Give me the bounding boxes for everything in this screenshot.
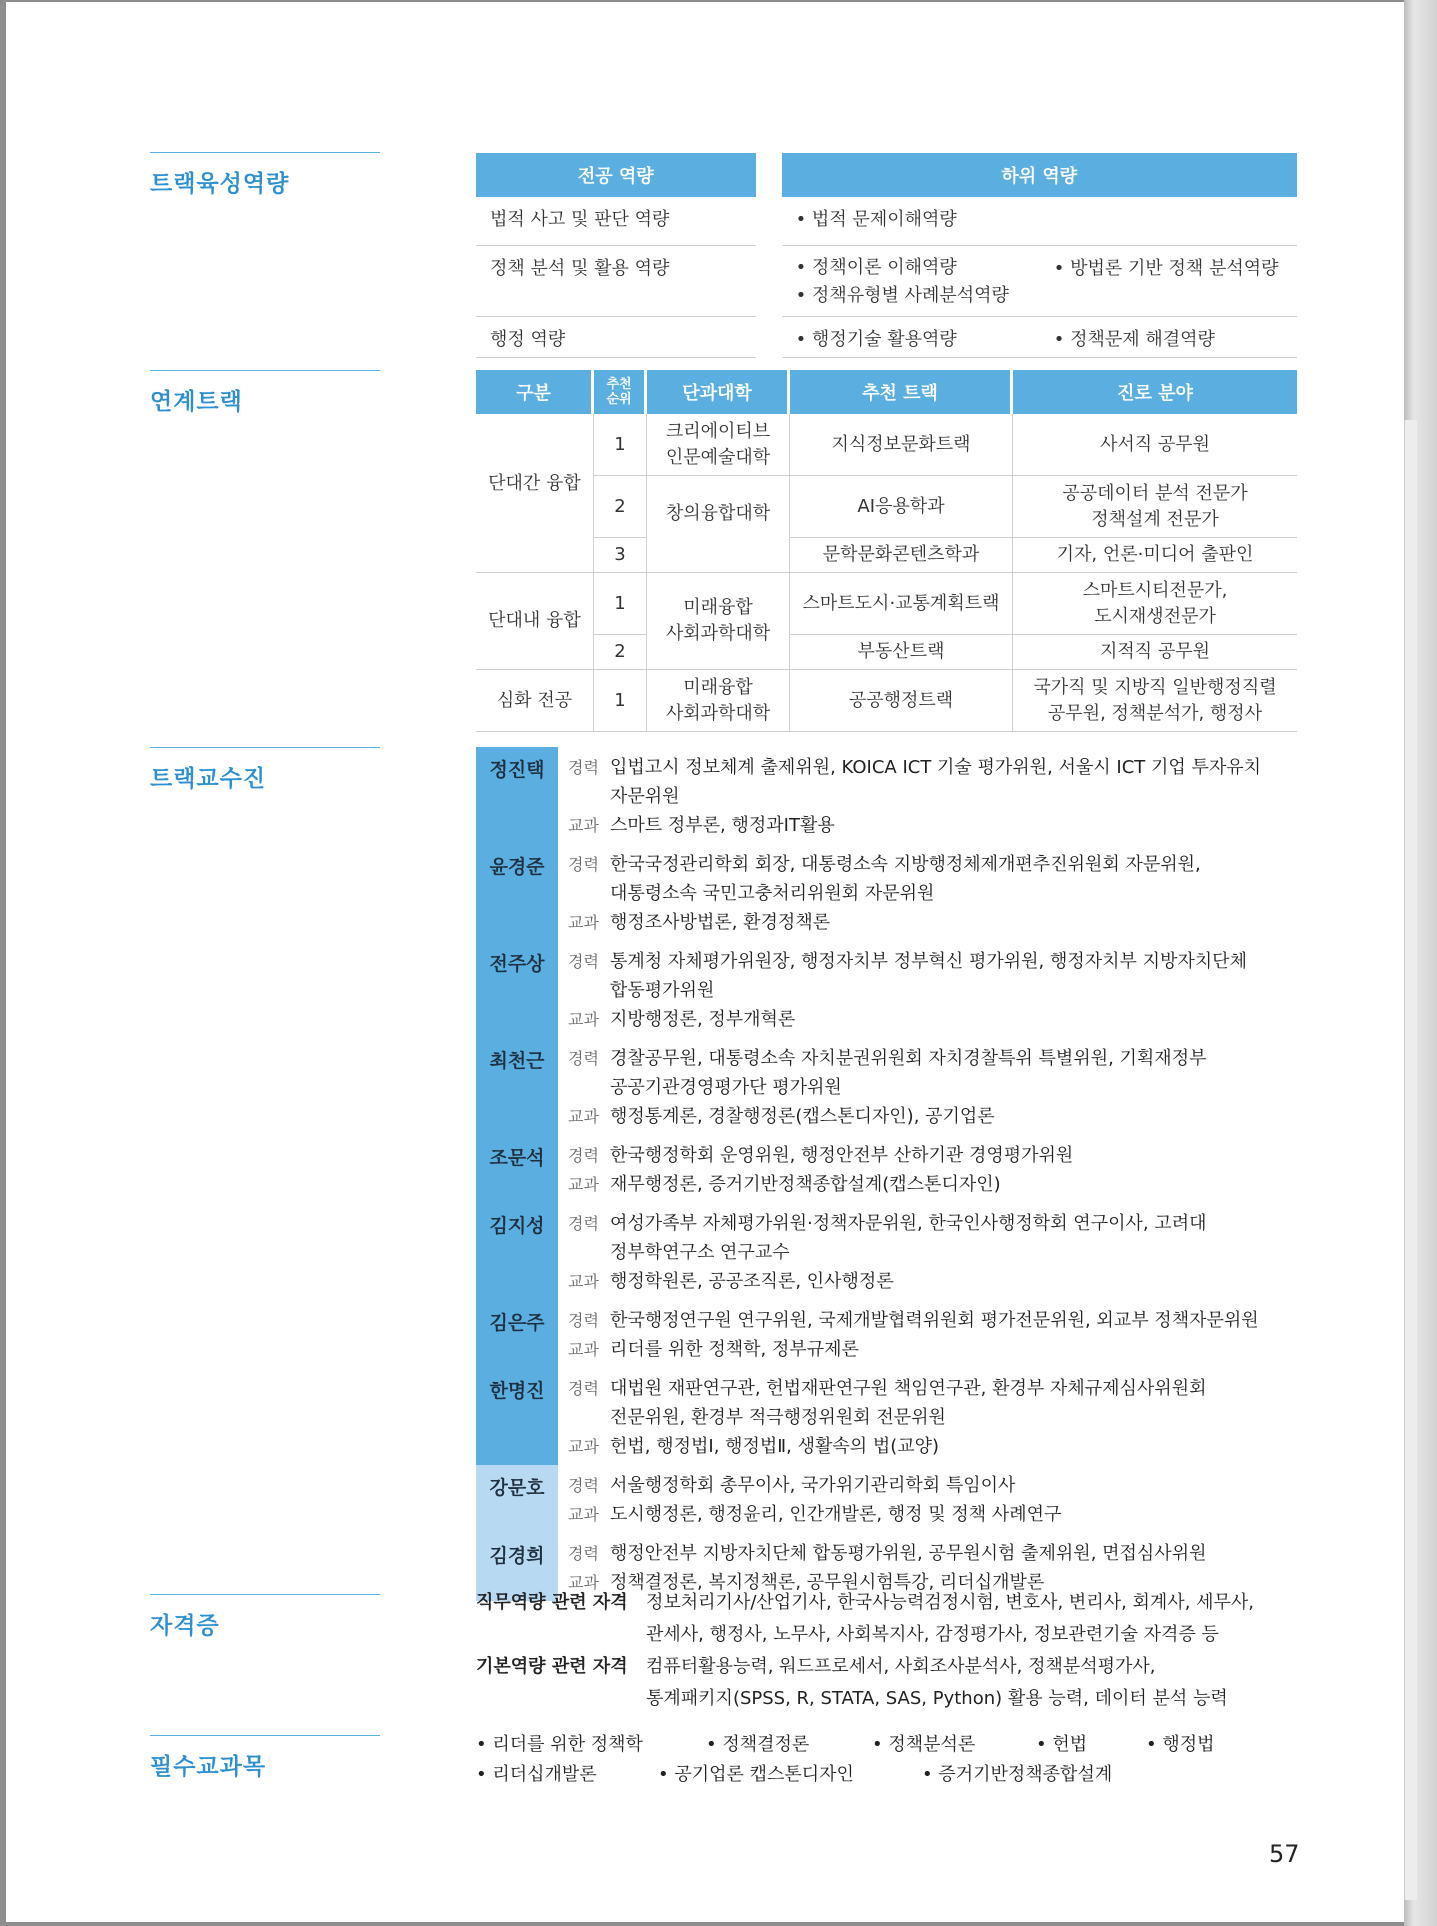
- section-title-required-courses: 필수교과목: [150, 1735, 380, 1781]
- section-title-capability: 트랙육성역량: [150, 152, 380, 198]
- course-label: 교과: [568, 1175, 599, 1194]
- certificate-text: 관세사, 행정사, 노무사, 사회복지사, 감정평가사, 정보관련기술 자격증 등: [646, 1624, 1219, 1645]
- career-label: 경력: [568, 1311, 599, 1330]
- career-text: 정부학연구소 연구교수: [610, 1242, 790, 1263]
- section-title-linked-track: 연계트랙: [150, 370, 380, 416]
- professor-name: 강문호: [476, 1465, 558, 1533]
- career-text: 서울행정학회 총무이사, 국가위기관리학회 특임이사: [610, 1475, 1016, 1496]
- capability-table: [476, 153, 1297, 358]
- course-text: 스마트 정부론, 행정과IT활용: [610, 815, 835, 836]
- major-capability: 정책 분석 및 활용 역량: [476, 246, 756, 317]
- professor-name: 전주상: [476, 941, 558, 1038]
- career-text: 여성가족부 자체평가위원·정책자문위원, 한국인사행정학회 연구이사, 고려대: [610, 1213, 1207, 1234]
- major-capability: 법적 사고 및 판단 역량: [476, 197, 756, 246]
- college-cell: 미래융합 사회과학대학: [647, 670, 790, 732]
- career-text: 행정안전부 지방자치단체 합동평가위원, 공무원시험 출제위원, 면접심사위원: [610, 1543, 1207, 1564]
- sub-capability: • 법적 문제이해역량: [782, 197, 1297, 246]
- professor-name: 김경희: [476, 1533, 558, 1601]
- header-category: 구분: [476, 370, 594, 414]
- course-label: 교과: [568, 1437, 599, 1456]
- professor-name: 조문석: [476, 1135, 558, 1203]
- professor-name: 윤경준: [476, 844, 558, 941]
- sub-capability: • 정책이론 이해역량: [795, 257, 957, 278]
- college-cell: 미래융합 사회과학대학: [647, 573, 790, 670]
- professor-list: [476, 747, 1301, 1601]
- track-cell: 부동산트랙: [790, 635, 1013, 670]
- section-title-certificate: 자격증: [150, 1594, 380, 1640]
- major-capability: 행정 역량: [476, 317, 756, 358]
- professor-entry: [476, 1465, 1301, 1533]
- career-text: 한국국정관리학회 회장, 대통령소속 지방행정체제개편추진위원회 자문위원,: [610, 854, 1201, 875]
- course-text: 헌법, 행정법Ⅰ, 행정법Ⅱ, 생활속의 법(교양): [610, 1436, 940, 1457]
- career-label: 경력: [568, 1544, 599, 1563]
- career-label: 경력: [568, 952, 599, 971]
- sub-capability: • 방법론 기반 정책 분석역량: [1040, 246, 1297, 317]
- professor-entry: [476, 747, 1301, 844]
- career-cell: 공공데이터 분석 전문가 정책설계 전문가: [1013, 476, 1297, 538]
- rank-cell: 1: [594, 670, 647, 732]
- course-label: 교과: [568, 1107, 599, 1126]
- track-cell: AI응용학과: [790, 476, 1013, 538]
- professor-entry: [476, 1368, 1301, 1465]
- section-title-professors: 트랙교수진: [150, 747, 380, 793]
- course-label: 교과: [568, 1340, 599, 1359]
- certificate-label: 기본역량 관련 자격: [476, 1656, 628, 1677]
- career-cell: 스마트시티전문가, 도시재생전문가: [1013, 573, 1297, 635]
- career-label: 경력: [568, 1379, 599, 1398]
- course-text: 행정조사방법론, 환경정책론: [610, 912, 831, 933]
- rank-cell: 2: [594, 476, 647, 538]
- category-cell: 단대내 융합: [476, 573, 594, 670]
- certificate-row: [476, 1651, 1306, 1715]
- career-label: 경력: [568, 1214, 599, 1233]
- document-page: [6, 2, 1404, 1922]
- certificate-list: [476, 1587, 1306, 1715]
- sub-capability: • 정책문제 해결역량: [1040, 317, 1297, 358]
- track-cell: 지식정보문화트랙: [790, 414, 1013, 476]
- required-course-item: • 행정법: [1146, 1734, 1215, 1755]
- professor-entry: [476, 844, 1301, 941]
- page-edge-inner: [1404, 420, 1417, 1900]
- linked-track-table: [476, 370, 1297, 732]
- required-course-item: • 리더십개발론: [476, 1764, 597, 1785]
- course-text: 재무행정론, 증거기반정책종합설계(캡스톤디자인): [610, 1174, 1001, 1195]
- certificate-text: 통계패키지(SPSS, R, STATA, SAS, Python) 활용 능력, 데이터 분석 능력: [646, 1688, 1228, 1709]
- track-cell: 스마트도시·교통계획트랙: [790, 573, 1013, 635]
- course-label: 교과: [568, 1573, 599, 1592]
- required-course-item: • 정책결정론: [706, 1734, 810, 1755]
- career-text: 자문위원: [610, 786, 680, 807]
- rank-cell: 1: [594, 414, 647, 476]
- header-sub-capability: 하위 역량: [782, 153, 1297, 197]
- professor-entry: [476, 1135, 1301, 1203]
- course-label: 교과: [568, 913, 599, 932]
- career-label: 경력: [568, 1146, 599, 1165]
- header-track: 추천 트랙: [790, 370, 1013, 414]
- course-label: 교과: [568, 816, 599, 835]
- career-text: 통계청 자체평가위원장, 행정자치부 정부혁신 평가위원, 행정자치부 지방자치단체: [610, 951, 1247, 972]
- category-cell: 단대간 융합: [476, 414, 594, 573]
- category-cell: 심화 전공: [476, 670, 594, 732]
- professor-name: 김지성: [476, 1203, 558, 1300]
- career-text: 전문위원, 환경부 적극행정위원회 전문위원: [610, 1407, 946, 1428]
- career-label: 경력: [568, 1476, 599, 1495]
- certificate-text: 정보처리기사/산업기사, 한국사능력검정시험, 변호사, 변리사, 회계사, 세무사,: [646, 1592, 1255, 1613]
- career-cell: 기자, 언론·미디어 출판인: [1013, 538, 1297, 573]
- career-text: 한국행정연구원 연구위원, 국제개발협력위원회 평가전문위원, 외교부 정책자문위원: [610, 1310, 1259, 1331]
- college-cell: 창의융합대학: [647, 476, 790, 573]
- college-cell: 크리에이티브 인문예술대학: [647, 414, 790, 476]
- course-label: 교과: [568, 1272, 599, 1291]
- track-cell: 공공행정트랙: [790, 670, 1013, 732]
- career-label: 경력: [568, 758, 599, 777]
- professor-name: 한명진: [476, 1368, 558, 1465]
- professor-name: 최천근: [476, 1038, 558, 1135]
- course-text: 행정통계론, 경찰행정론(캡스톤디자인), 공기업론: [610, 1106, 995, 1127]
- rank-cell: 2: [594, 635, 647, 670]
- track-cell: 문학문화콘텐츠학과: [790, 538, 1013, 573]
- professor-entry: [476, 1203, 1301, 1300]
- course-text: 행정학원론, 공공조직론, 인사행정론: [610, 1271, 894, 1292]
- required-course-item: • 공기업론 캡스톤디자인: [658, 1764, 854, 1785]
- professor-name: 정진택: [476, 747, 558, 844]
- certificate-text: 컴퓨터활용능력, 워드프로세서, 사회조사분석사, 정책분석평가사,: [646, 1656, 1156, 1677]
- course-text: 지방행정론, 정부개혁론: [610, 1009, 796, 1030]
- career-text: 대통령소속 국민고충처리위원회 자문위원: [610, 883, 935, 904]
- career-text: 한국행정학회 운영위원, 행정안전부 산하기관 경영평가위원: [610, 1145, 1074, 1166]
- career-text: 입법고시 정보체계 출제위원, KOICA ICT 기술 평가위원, 서울시 ICT 기업 투자유치: [610, 757, 1262, 778]
- professor-name: 김은주: [476, 1300, 558, 1368]
- required-course-item: • 헌법: [1036, 1734, 1088, 1755]
- professor-entry: [476, 1038, 1301, 1135]
- career-label: 경력: [568, 1049, 599, 1068]
- course-label: 교과: [568, 1505, 599, 1524]
- page-number: 57: [1269, 1840, 1300, 1868]
- certificate-label: 직무역량 관련 자격: [476, 1592, 628, 1613]
- required-course-item: • 리더를 위한 정책학: [476, 1734, 643, 1755]
- career-cell: 지적직 공무원: [1013, 635, 1297, 670]
- career-cell: 국가직 및 지방직 일반행정직렬 공무원, 정책분석가, 행정사: [1013, 670, 1297, 732]
- rank-cell: 1: [594, 573, 647, 635]
- rank-cell: 3: [594, 538, 647, 573]
- career-text: 공공기관경영평가단 평가위원: [610, 1077, 842, 1098]
- career-text: 대법원 재판연구관, 헌법재판연구원 책임연구관, 환경부 자체규제심사위원회: [610, 1378, 1207, 1399]
- header-major-capability: 전공 역량: [476, 153, 756, 197]
- header-career: 진로 분야: [1013, 370, 1297, 414]
- course-label: 교과: [568, 1010, 599, 1029]
- career-text: 합동평가위원: [610, 980, 715, 1001]
- course-text: 도시행정론, 행정윤리, 인간개발론, 행정 및 정책 사례연구: [610, 1504, 1062, 1525]
- certificate-row: [476, 1587, 1306, 1651]
- professor-entry: [476, 941, 1301, 1038]
- career-cell: 사서직 공무원: [1013, 414, 1297, 476]
- career-label: 경력: [568, 855, 599, 874]
- sub-capability: • 정책유형별 사례분석역량: [795, 285, 1009, 306]
- course-text: 리더를 위한 정책학, 정부규제론: [610, 1339, 859, 1360]
- career-text: 경찰공무원, 대통령소속 자치분권위원회 자치경찰특위 특별위원, 기획재정부: [610, 1048, 1207, 1069]
- professor-entry: [476, 1300, 1301, 1368]
- header-college: 단과대학: [647, 370, 790, 414]
- course-text: 정책결정론, 복지정책론, 공무원시험특강, 리더십개발론: [610, 1572, 1045, 1593]
- sub-capability: • 행정기술 활용역량: [782, 317, 1040, 358]
- header-rank: 추천 순위: [594, 370, 647, 414]
- required-course-item: • 정책분석론: [872, 1734, 976, 1755]
- required-course-item: • 증거기반정책종합설계: [922, 1764, 1113, 1785]
